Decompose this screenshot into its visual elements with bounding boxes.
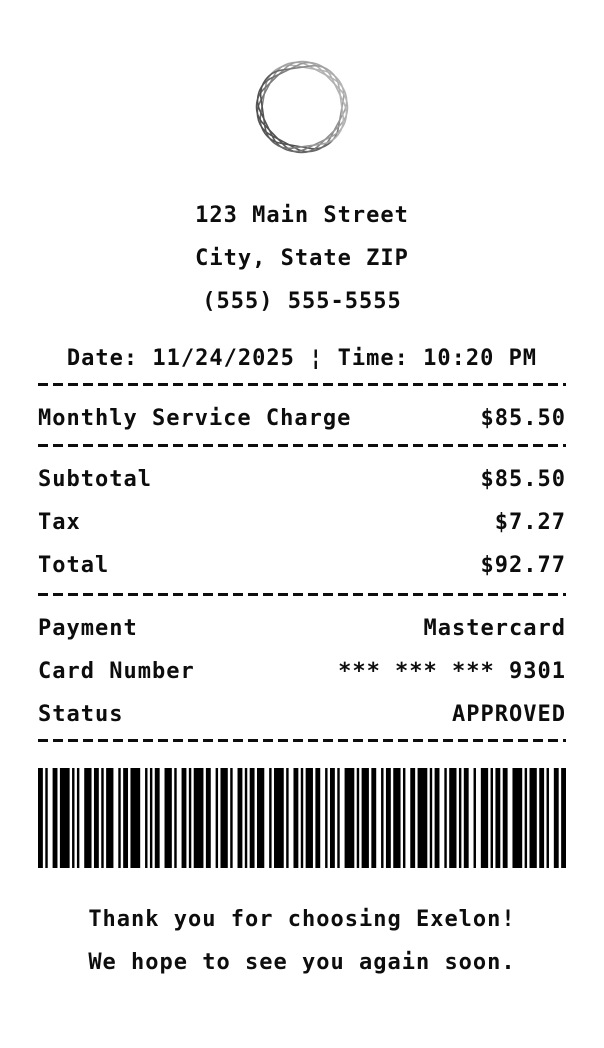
date-time-separator: ¦	[309, 346, 324, 371]
tax-label: Tax	[38, 510, 81, 535]
payment-method-row	[38, 607, 566, 650]
footer-see-you-line: We hope to see you again soon.	[88, 950, 516, 975]
dashed-divider	[38, 739, 566, 742]
footer-thanks-line: Thank you for choosing Exelon!	[88, 907, 516, 932]
line-item-row	[38, 397, 566, 440]
tax-amount: $7.27	[494, 510, 566, 535]
subtotal-label: Subtotal	[38, 467, 152, 492]
dashed-divider	[38, 593, 566, 596]
card-number-label: Card Number	[38, 659, 195, 684]
totals-section	[38, 458, 566, 587]
merchant-logo	[38, 52, 566, 162]
dashed-divider	[38, 383, 566, 386]
barcode	[38, 768, 566, 868]
merchant-address-line1: 123 Main Street	[195, 203, 409, 228]
total-amount: $92.77	[480, 553, 566, 578]
date-time-line	[38, 337, 566, 380]
date-value: 11/24/2025	[152, 346, 295, 371]
subtotal-amount: $85.50	[480, 467, 566, 492]
footer	[38, 898, 566, 984]
date-label: Date:	[66, 346, 139, 371]
payment-method-value: Mastercard	[423, 616, 566, 641]
card-number-row	[38, 650, 566, 693]
total-label: Total	[38, 553, 110, 578]
merchant-phone: (555) 555-5555	[202, 289, 402, 314]
time-label: Time:	[337, 346, 409, 371]
merchant-address-line2: City, State ZIP	[195, 246, 409, 271]
line-item-label: Monthly Service Charge	[38, 406, 352, 431]
status-row	[38, 693, 566, 736]
total-row	[38, 544, 566, 587]
status-value: APPROVED	[452, 702, 566, 727]
exelon-logo-icon	[243, 52, 361, 162]
status-label: Status	[38, 702, 124, 727]
tax-row	[38, 501, 566, 544]
payment-section	[38, 607, 566, 736]
line-items-section	[38, 397, 566, 440]
time-value: 10:20 PM	[423, 346, 538, 371]
card-number-value: *** *** *** 9301	[338, 659, 566, 684]
payment-method-label: Payment	[38, 616, 138, 641]
line-item-amount: $85.50	[480, 406, 566, 431]
subtotal-row	[38, 458, 566, 501]
dashed-divider	[38, 444, 566, 447]
